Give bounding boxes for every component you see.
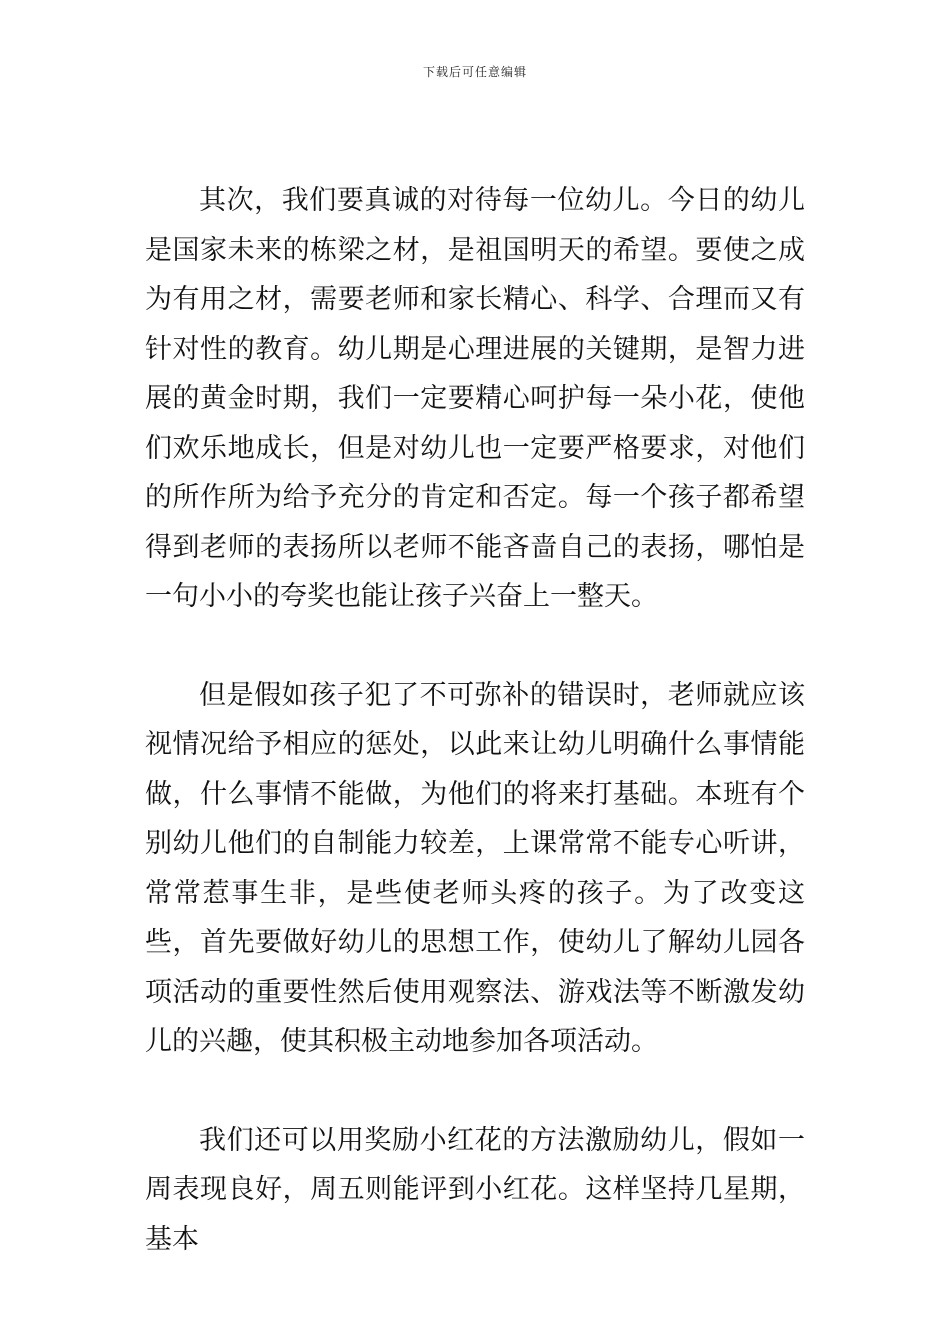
paragraph-2: 但是假如孩子犯了不可弥补的错误时，老师就应该视情况给予相应的惩处，以此来让幼儿明确什么事情能做，什么事情不能做，为他们的将来打基础。本班有个别幼儿他们的自制能力较差，上课常常不能专心听讲，常常惹事生非，是些使老师头疼的孩子。为了改变这些，首先要做好幼儿的思想工作，使幼儿了解幼儿园各项活动的重要性然后使用观察法、游戏法等不断激发幼儿的兴趣，使其积极主动地参加各项活动。	[145, 679, 805, 1057]
document-body	[145, 176, 805, 1264]
paragraph-1: 其次，我们要真诚的对待每一位幼儿。今日的幼儿是国家未来的栋梁之材，是祖国明天的希望。要使之成为有用之材，需要老师和家长精心、科学、合理而又有针对性的教育。幼儿期是心理进展的关键期，是智力进展的黄金时期，我们一定要精心呵护每一朵小花，使他们欢乐地成长，但是对幼儿也一定要严格要求，对他们的所作所为给予充分的肯定和否定。每一个孩子都希望得到老师的表扬所以老师不能吝啬自己的表扬，哪怕是一句小小的夸奖也能让孩子兴奋上一整天。	[145, 185, 805, 612]
page-header: 下载后可任意编辑	[422, 65, 527, 79]
paragraph-3: 我们还可以用奖励小红花的方法激励幼儿，假如一周表现良好，周五则能评到小红花。这样坚持几星期，基本	[145, 1124, 805, 1255]
